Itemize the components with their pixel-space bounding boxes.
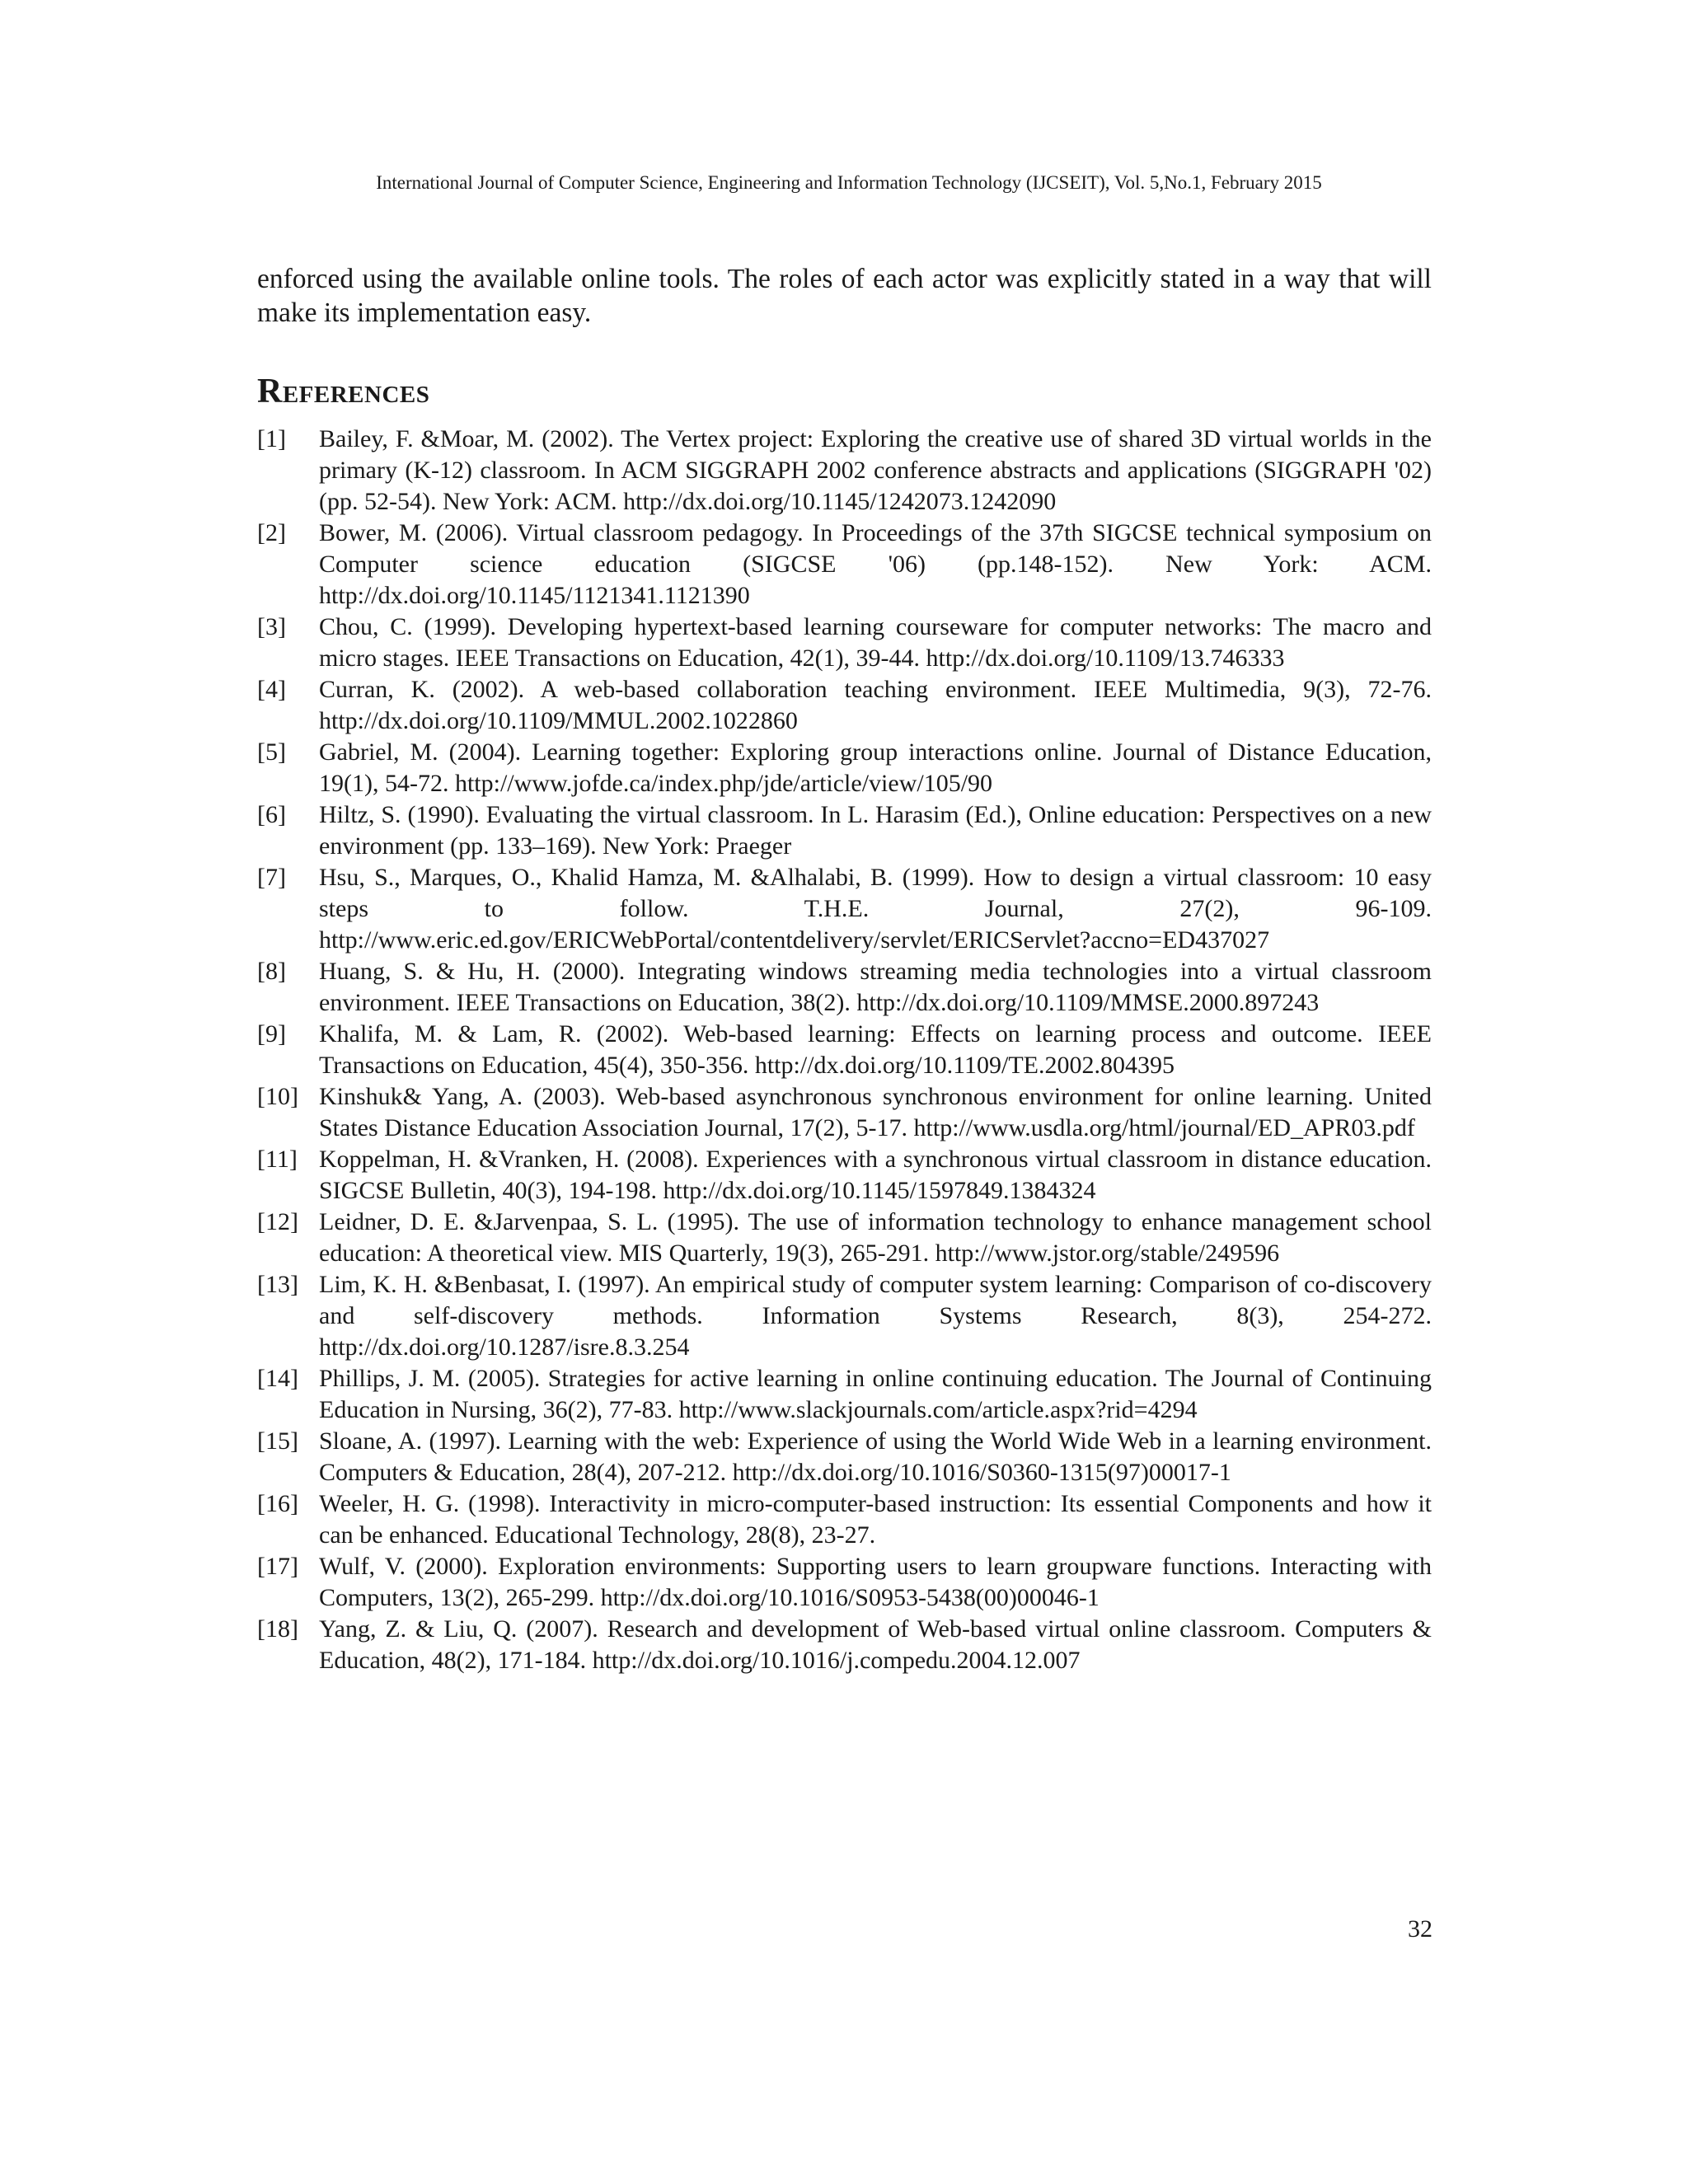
reference-text: Huang, S. & Hu, H. (2000). Integrating windows streaming media technologies into a virtual classroom environment. IEEE Transactions on Education, 38(2). http://dx.doi.org/10.1109/MMSE.2000.897243 [319, 958, 1432, 1016]
reference-text: Chou, C. (1999). Developing hypertext-based learning courseware for computer networks: The macro and micro stages. IEEE Transactions on Education, 42(1), 39-44. http://dx.doi.org/10.1109/13.746333 [319, 613, 1432, 672]
reference-item [257, 1081, 1432, 1144]
reference-text: Wulf, V. (2000). Exploration environments: Supporting users to learn groupware functions. Interacting with Computers, 13(2), 265-299. http://dx.doi.org/10.1016/S0953-5438(00)00046-1 [319, 1553, 1432, 1611]
reference-item [257, 1551, 1432, 1614]
reference-item [257, 1207, 1432, 1269]
reference-item [257, 956, 1432, 1019]
reference-number: [2] [257, 519, 286, 546]
intro-paragraph: enforced using the available online tools. The roles of each actor was explicitly stated in a way that will make its implementation easy. [257, 263, 1432, 328]
reference-item [257, 1488, 1432, 1551]
reference-text: Koppelman, H. &Vranken, H. (2008). Experiences with a synchronous virtual classroom in distance education. SIGCSE Bulletin, 40(3), 194-198. http://dx.doi.org/10.1145/1597849.1384324 [319, 1146, 1432, 1204]
reference-number: [4] [257, 676, 286, 703]
reference-number: [14] [257, 1365, 298, 1392]
reference-number: [10] [257, 1083, 298, 1110]
reference-number: [16] [257, 1490, 298, 1517]
reference-number: [17] [257, 1553, 298, 1580]
reference-number: [18] [257, 1615, 298, 1643]
reference-number: [8] [257, 958, 286, 985]
reference-text: Curran, K. (2002). A web-based collaboration teaching environment. IEEE Multimedia, 9(3), 72-76. http://dx.doi.org/10.1109/MMUL.2002.1022860 [319, 676, 1432, 734]
reference-text: Bailey, F. &Moar, M. (2002). The Vertex project: Exploring the creative use of shared 3D virtual worlds in the primary (K-12) classroom. In ACM SIGGRAPH 2002 conference abstracts and applications (SIGGRAPH '02) (pp. 52-54). New York: ACM. http://dx.doi.org/10.1145/1242073.1242090 [319, 425, 1432, 515]
reference-item [257, 1363, 1432, 1426]
reference-text: Bower, M. (2006). Virtual classroom pedagogy. In Proceedings of the 37th SIGCSE technical symposium on Computer science education (SIGCSE '06) (pp.148-152). New York: ACM. http://dx.doi.org/10.1145/1121341.1121390 [319, 519, 1432, 609]
reference-text: Leidner, D. E. &Jarvenpaa, S. L. (1995). The use of information technology to enhance management school education: A theoretical view. MIS Quarterly, 19(3), 265-291. http://www.jstor.org/stable/249596 [319, 1208, 1432, 1267]
page-number: 32 [1408, 1915, 1432, 1943]
reference-item [257, 799, 1432, 862]
reference-item [257, 612, 1432, 674]
reference-text: Gabriel, M. (2004). Learning together: Exploring group interactions online. Journal of Distance Education, 19(1), 54-72. http://www.jofde.ca/index.php/jde/article/view/105/90 [319, 738, 1432, 797]
reference-number: [3] [257, 613, 286, 640]
reference-item [257, 1144, 1432, 1207]
reference-text: Khalifa, M. & Lam, R. (2002). Web-based learning: Effects on learning process and outcome. IEEE Transactions on Education, 45(4), 350-356. http://dx.doi.org/10.1109/TE.2002.804395 [319, 1020, 1432, 1079]
reference-item [257, 518, 1432, 612]
reference-number: [12] [257, 1208, 298, 1235]
reference-item [257, 862, 1432, 956]
reference-item [257, 1614, 1432, 1676]
reference-item [257, 1019, 1432, 1081]
reference-item [257, 1269, 1432, 1363]
references-heading: References [257, 372, 430, 410]
running-header: International Journal of Computer Science, Engineering and Information Technology (IJCSEIT), Vol. 5,No.1, February 2015 [376, 172, 1322, 193]
reference-text: Hiltz, S. (1990). Evaluating the virtual classroom. In L. Harasim (Ed.), Online education: Perspectives on a new environment (pp. 133–169). New York: Praeger [319, 801, 1432, 860]
reference-item [257, 1426, 1432, 1488]
reference-item [257, 674, 1432, 737]
reference-text: Weeler, H. G. (1998). Interactivity in micro-computer-based instruction: Its essential Components and how it can be enhanced. Educational Technology, 28(8), 23-27. [319, 1490, 1432, 1549]
reference-list [257, 424, 1432, 1676]
reference-number: [13] [257, 1271, 298, 1298]
reference-number: [6] [257, 801, 286, 828]
reference-text: Lim, K. H. &Benbasat, I. (1997). An empirical study of computer system learning: Comparison of co-discovery and self-discovery methods. Information Systems Research, 8(3), 254-272. http://dx.doi.org/10.1287/isre.8.3.254 [319, 1271, 1432, 1361]
reference-number: [11] [257, 1146, 298, 1173]
reference-text: Phillips, J. M. (2005). Strategies for active learning in online continuing education. The Journal of Continuing Education in Nursing, 36(2), 77-83. http://www.slackjournals.com/article.aspx?rid=4294 [319, 1365, 1432, 1423]
reference-text: Sloane, A. (1997). Learning with the web: Experience of using the World Wide Web in a learning environment. Computers & Education, 28(4), 207-212. http://dx.doi.org/10.1016/S0360-1315(97)00017-1 [319, 1427, 1432, 1486]
reference-text: Yang, Z. & Liu, Q. (2007). Research and development of Web-based virtual online classroom. Computers & Education, 48(2), 171-184. http://dx.doi.org/10.1016/j.compedu.2004.12.007 [319, 1615, 1432, 1674]
reference-number: [9] [257, 1020, 286, 1047]
reference-item [257, 424, 1432, 518]
reference-text: Kinshuk& Yang, A. (2003). Web-based asynchronous synchronous environment for online learning. United States Distance Education Association Journal, 17(2), 5-17. http://www.usdla.org/html/journal/ED_APR03.pdf [319, 1083, 1432, 1141]
reference-text: Hsu, S., Marques, O., Khalid Hamza, M. &Alhalabi, B. (1999). How to design a virtual classroom: 10 easy steps to follow. T.H.E. Journal, 27(2), 96-109. http://www.eric.ed.gov/ERICWebPortal/contentdelivery/servlet/ERICServlet?accno=ED437027 [319, 864, 1432, 954]
reference-number: [1] [257, 425, 286, 452]
reference-number: [7] [257, 864, 286, 891]
reference-item [257, 737, 1432, 799]
reference-number: [15] [257, 1427, 298, 1455]
reference-number: [5] [257, 738, 286, 766]
